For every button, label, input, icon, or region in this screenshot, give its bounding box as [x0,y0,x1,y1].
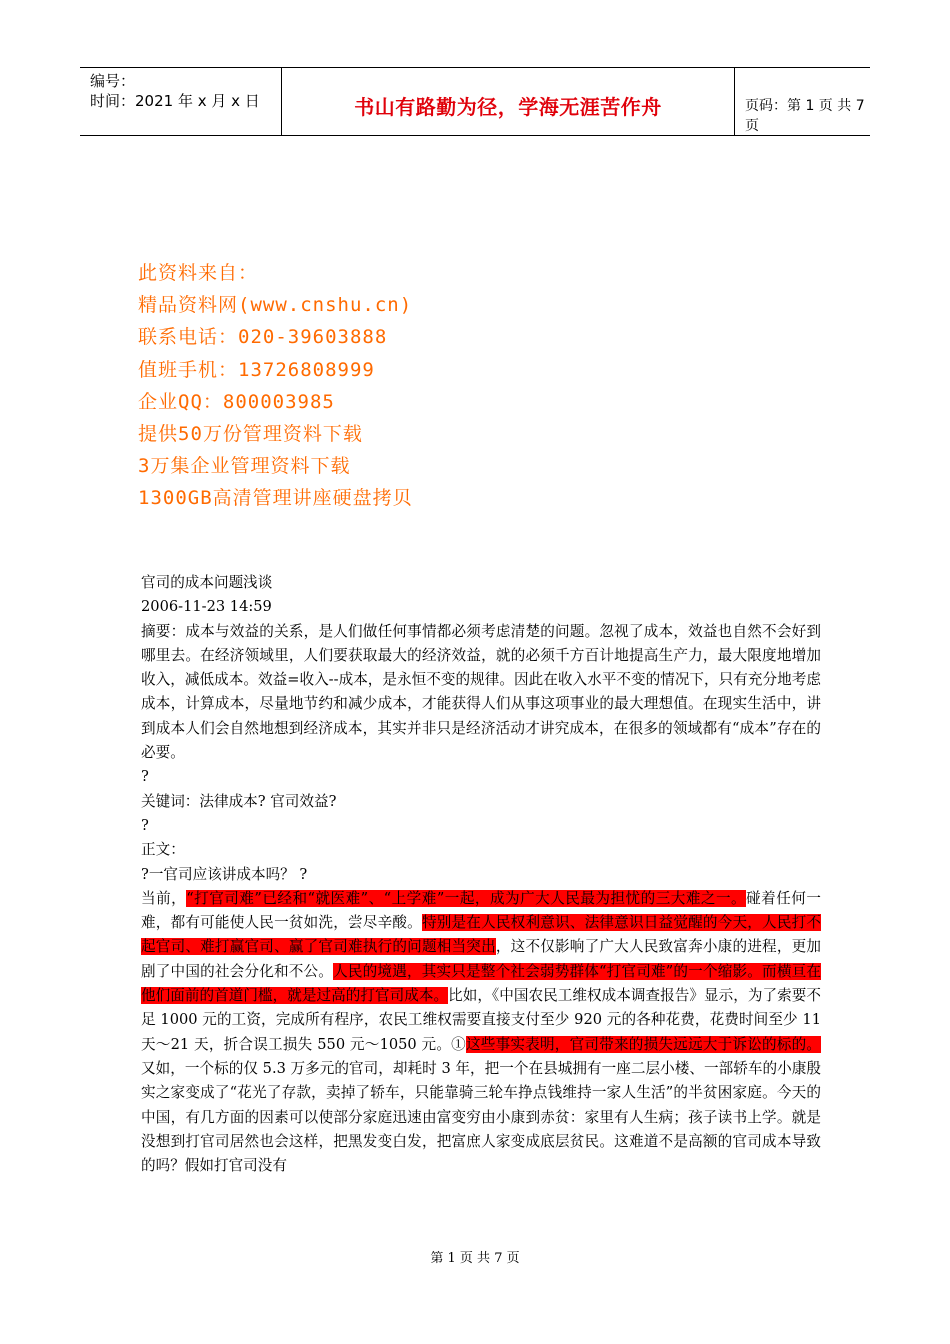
article-body-label: 正文： [141,841,185,859]
header-date-label: 时间：2021 年 x 月 x 日 [90,92,260,110]
text-run: 又如，一个标的仅 5.3 万多元的官司，却耗时 3 年，把一个在县城拥有一座二层小楼、一部轿车的小康殷实之家变成了“花光了存款，卖掉了轿车，只能靠骑三轮车挣点钱维持一家人生活”的半贫困家庭。今天的中国，有几方面的因素可以使部分家庭迅速由富变穷由小康到赤贫：家里有人生病；孩子读书上学。就是没想到打官司居然也会这样，把黑发变白发，把富庶人家变成底层贫民。这难道不是高额的官司成本导致的吗？假如打官司没有 [141,1059,821,1175]
highlighted-text: 人民的境遇，其实只是整个社会弱势群体“打官司难”的一个缩影。而横亘在他们面前的首道门槛，就是过高的打官司成本。 [141,962,821,1005]
header-number-label: 编号： [90,72,136,90]
article-abstract: 摘要：成本与效益的关系，是人们做任何事情都必须考虑清楚的问题。忽视了成本，效益也自然不会好到哪里去。在经济领域里，人们要获取最大的经济效益，就的必须千方百计地提高生产力，最大限度地增加收入，减低成本。效益=收入--成本，是永恒不变的规律。因此在收入水平不变的情况下，只有充分地考虑成本，计算成本，尽量地节约和减少成本，才能获得人们从事这项事业的最大理想值。在现实生活中，讲到成本人们会自然地想到经济成本，其实并非只是经济活动才讲究成本，在很多的领域都有“成本”存在的必要。 [141,622,821,762]
header-motto: 书山有路勤为径，学海无涯苦作舟 [354,95,662,119]
header-motto-cell [281,67,735,136]
article-spacer-mark: ? [141,816,149,834]
article-paragraph [141,887,821,1179]
ad-block [138,257,413,515]
header-page-info: 页码：第 1 页 共 7 页 [745,98,865,134]
highlighted-text: 这些事实表明，官司带来的损失远远大于诉讼的标的。 [465,1035,821,1053]
article-spacer-mark: ? [141,768,149,786]
highlighted-text: “打官司难”已经和“就医难”、“上学难”一起，成为广大人民最为担忧的三大难之一。 [186,889,747,907]
header-meta [90,71,260,111]
ad-line: 3万集企业管理资料下载 [138,455,351,478]
page-footer: 第 1 页 共 7 页 [430,1251,520,1266]
article-datetime: 2006-11-23 14:59 [141,598,272,616]
document-header [80,67,870,136]
text-run: 当前， [141,889,187,907]
highlighted-text: 特别是在人民权利意识、法律意识日益觉醒的今天，人民打不起官司、难打赢官司、赢了官司难执行的问题相当突出 [141,914,821,956]
ad-line: 此资料来自： [138,262,259,284]
text-run: 比如，《中国农民工维权成本调查报告》显示，为了索要不足 1000 元的工资，完成所有程序，农民工维权需要直接支付至少 920 元的各种花费，花费时间至少 11 天～21 天，折合误工损失 550 元～1050 元。① [141,987,821,1053]
text-run: 碰着任何一难，都有可能使人民一贫如洗，尝尽辛酸。 [141,889,821,932]
text-run: ，这不仅影响了广大人民致富奔小康的进程，更加剧了中国的社会分化和不公。 [141,938,821,980]
ad-line: 提供50万份管理资料下载 [138,423,363,446]
ad-line-phone: 联系电话：020-39603888 [138,326,388,349]
article-title: 官司的成本问题浅谈 [141,574,273,591]
article [141,571,821,1178]
ad-line: 1300GB高清管理讲座硬盘拷贝 [138,487,413,510]
ad-line-mobile: 值班手机：13726808999 [138,358,375,381]
article-keywords: 关键词：法律成本? 官司效益? [141,792,337,810]
ad-line-website[interactable]: 精品资料网(www.cnshu.cn) [138,294,413,317]
article-section-heading: ?一官司应该讲成本吗？ ? [141,865,308,883]
ad-line-qq: 企业QQ：800003985 [138,390,335,413]
